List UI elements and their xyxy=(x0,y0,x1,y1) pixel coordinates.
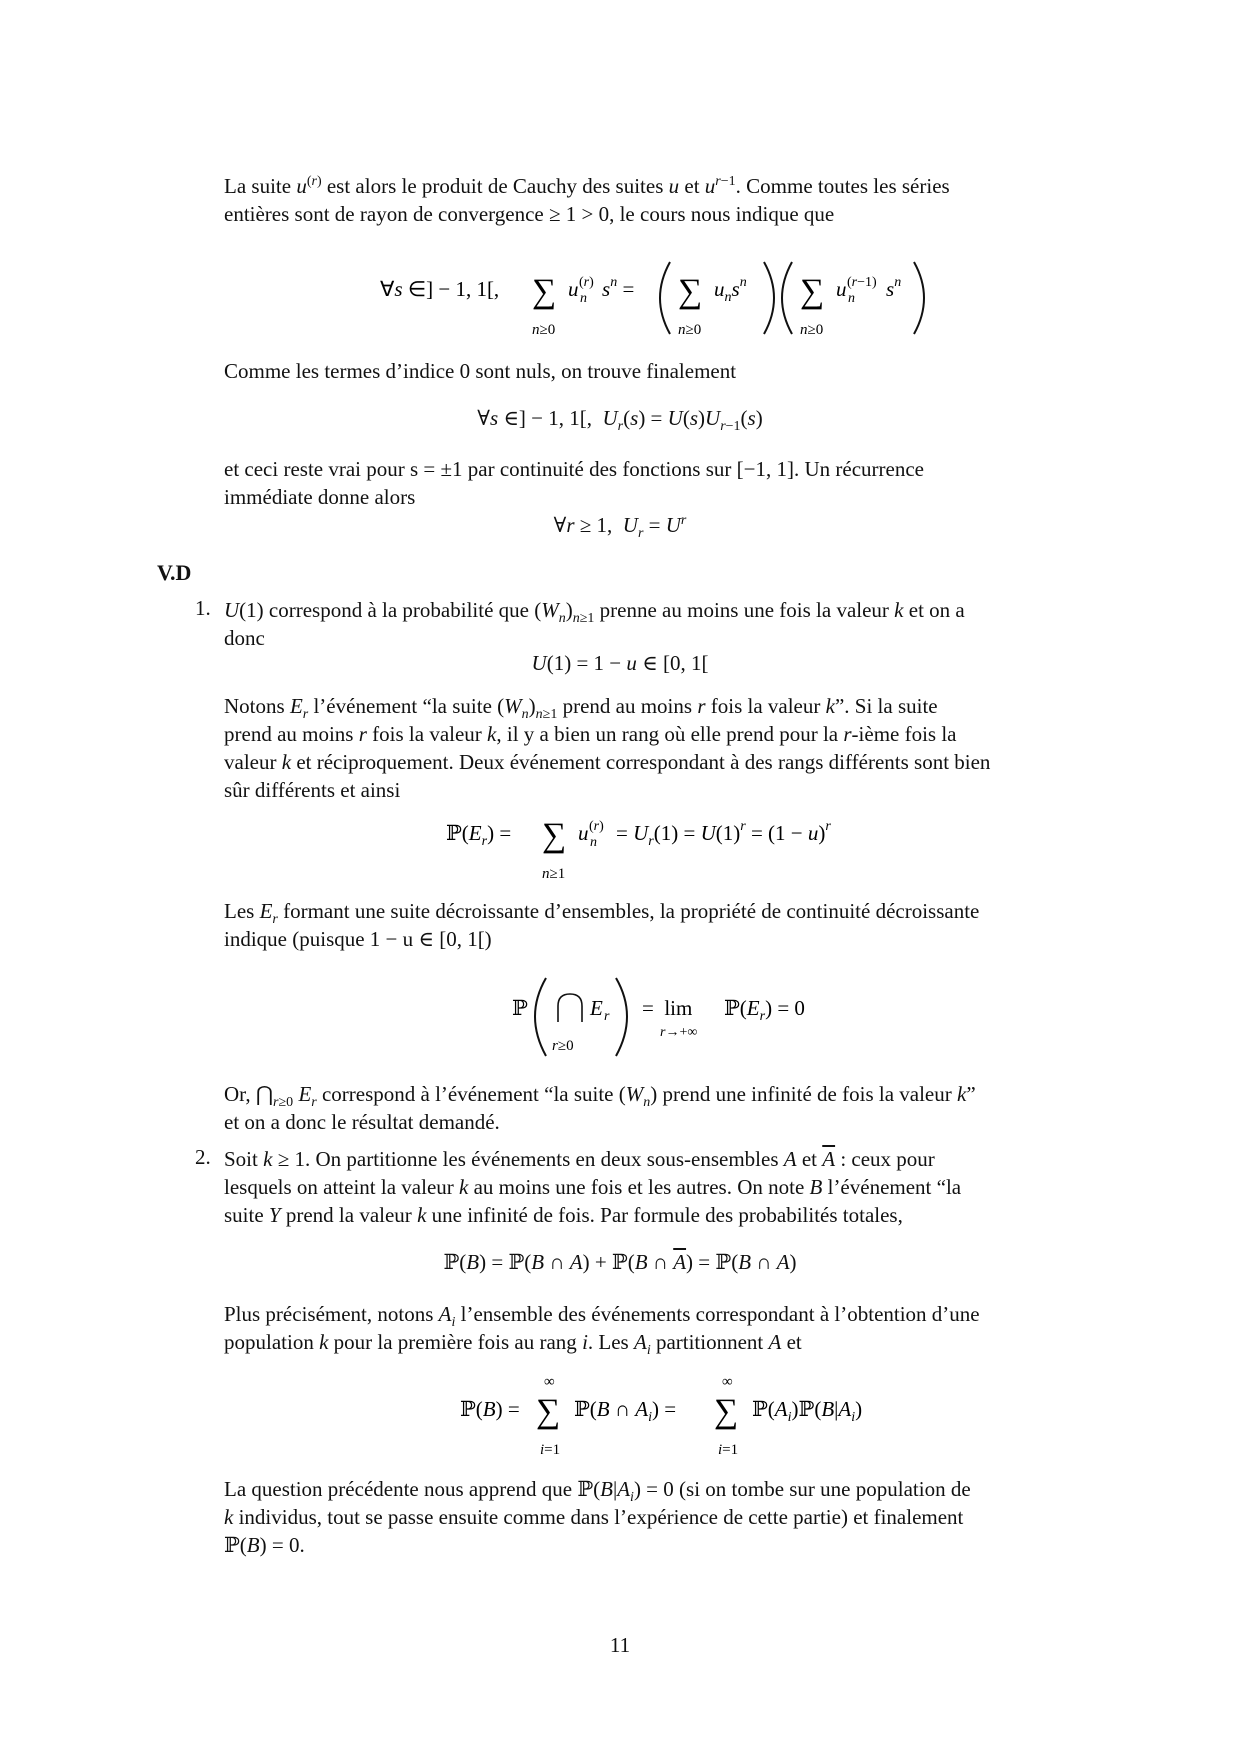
svg-text:∑: ∑ xyxy=(536,1393,561,1430)
svg-text:∞: ∞ xyxy=(722,1374,733,1390)
item1-paragraph-events: Notons $E_r$ l’événement “la suite $(W_n)_{n\ge 1}$ prend au moins r fois la valeur k”. Si la suite prend au moins r fois la valeur k, il y a bien un rang où elle prend pour la r-ième fois la valeur k et réciproquement. Deux événement correspondant à des rangs différents sont bien sûr différents et ainsi xyxy=(224,694,991,802)
svg-text:n≥0: n≥0 xyxy=(532,322,556,338)
svg-text:r: r xyxy=(604,1009,610,1024)
svg-text:∑: ∑ xyxy=(532,273,557,310)
item2-conclusion: La question précédente nous apprend que $ℙ(B|A_i) = 0$ (si on tombe sur une population de k individus, tout se passe ensuite comme dans l’expérience de cette partie) et finalement ℙ(B) = 0. xyxy=(224,1477,971,1557)
svg-text:n≥0: n≥0 xyxy=(678,322,702,338)
svg-text:∞: ∞ xyxy=(544,1374,555,1390)
item1-conclusion: Or, $⋂_{r\ge 0}$ $E_r$ correspond à l’événement “la suite $(W_n)$ prend une infinité de fois la valeur k” et on a donc le résultat demandé. xyxy=(224,1082,976,1134)
svg-text:= Ur(1) = U(1)r = (1 − u)r: = $U_r(1) = U(1)^r = (1 - u)^r$ xyxy=(616,819,831,849)
svg-text:ℙ: ℙ xyxy=(512,996,528,1020)
svg-text:i=1: i=1 xyxy=(718,1442,739,1458)
equation-generating-product: ∀s ∈] − 1, 1[, $U_r(s) = U(s)U_{r-1}(s)$ xyxy=(477,406,763,435)
svg-text:n: n xyxy=(580,291,587,306)
svg-text:n≥0: n≥0 xyxy=(800,322,824,338)
svg-text:sn: $s^n$ xyxy=(886,275,902,301)
svg-text:r≥0: r≥0 xyxy=(552,1038,574,1054)
svg-text:r→+∞: r→+∞ xyxy=(660,1025,698,1040)
svg-text:∀s ∈] − 1, 1[,: ∀s ∈] − 1, 1[, xyxy=(380,277,500,301)
svg-text:∑: ∑ xyxy=(714,1393,739,1430)
svg-text:n: n xyxy=(590,835,597,850)
svg-text:(r): (r) xyxy=(579,275,594,290)
paragraph-intro: La suite $u^{(r)}$ est alors le produit de Cauchy des suites u et $u^{r-1}$. Comme toutes les séries entières sont de rayon de convergence ≥ 1 > 0, le cours nous indique que xyxy=(224,174,950,226)
svg-text:ℙ(Ai)ℙ(B|Ai): $ℙ(A_i)ℙ(B|A_i)$ xyxy=(752,1397,863,1425)
item2-equation-total: ℙ(B) = ℙ(B ∩ A) + ℙ(B ∩ $\overline{A}$) = ℙ(B ∩ A) xyxy=(443,1250,797,1274)
svg-text:ℙ(Er) =: $ℙ(E_r)$ = xyxy=(446,821,512,849)
svg-text:u: u xyxy=(578,821,589,845)
svg-text:u: u xyxy=(836,277,847,301)
svg-text:u: u xyxy=(568,277,579,301)
svg-text:(r): (r) xyxy=(589,819,604,834)
item-number-2: 2. xyxy=(195,1145,211,1169)
paragraph-indices: Comme les termes d’indice 0 sont nuls, on trouve finalement xyxy=(224,359,737,383)
item1-intro: U(1) correspond à la probabilité que $(W_n)_{n\ge 1}$ prenne au moins une fois la valeur k et on a donc xyxy=(224,598,965,650)
svg-text:sn =: $s^n$ = xyxy=(602,275,635,301)
svg-text:ℙ(B) =: ℙ(B) = xyxy=(460,1397,520,1421)
item2-paragraph-partition: Plus précisément, notons $A_i$ l’ensemble des événements correspondant à l’obtention d’une population k pour la première fois au rang i. Les $A_i$ partitionnent A et xyxy=(224,1302,980,1359)
svg-text:∑: ∑ xyxy=(678,273,703,310)
svg-text:n≥1: n≥1 xyxy=(542,866,566,880)
svg-text:∑: ∑ xyxy=(542,817,567,854)
item1-equation-u1: U(1) = 1 − u ∈ [0, 1[ xyxy=(531,651,709,675)
item-number-1: 1. xyxy=(195,596,211,620)
paragraph-continuity: et ceci reste vrai pour s = ±1 par continuité des fonctions sur [−1, 1]. Un récurrence immédiate donne alors xyxy=(224,457,924,509)
page-number: 11 xyxy=(609,1633,631,1657)
svg-text:∑: ∑ xyxy=(800,273,825,310)
svg-text:E: E xyxy=(590,996,603,1020)
svg-text:n: n xyxy=(848,291,855,306)
svg-text:unsn: $u_ns^n$ xyxy=(714,275,747,305)
svg-text:ℙ(B ∩ Ai) =: ℙ(B ∩ $A_i$) = xyxy=(574,1397,677,1425)
section-heading: V.D xyxy=(157,560,192,585)
item1-paragraph-decreasing: Les $E_r$ formant une suite décroissante d’ensembles, la propriété de continuité décroissante indique (puisque 1 − u ∈ [0, 1[) xyxy=(224,899,980,951)
item2-intro: Soit k ≥ 1. On partitionne les événements en deux sous-ensembles A et $\overline{A}$ : ceux pour lesquels on atteint la valeur k au moins une fois et les autres. On note B l’événement “la suite Y prend la valeur k une infinité de fois. Par formule des probabilités totales, xyxy=(224,1147,962,1227)
svg-text:(r−1): (r−1) xyxy=(847,275,877,290)
svg-text:ℙ(Er) = 0: $ℙ(E_r) = 0$ xyxy=(724,996,805,1024)
equation-recurrence: ∀r ≥ 1, $U_r = U^r$ xyxy=(553,513,687,542)
svg-text:= lim: = lim xyxy=(642,996,693,1020)
svg-text:i=1: i=1 xyxy=(540,1442,561,1458)
